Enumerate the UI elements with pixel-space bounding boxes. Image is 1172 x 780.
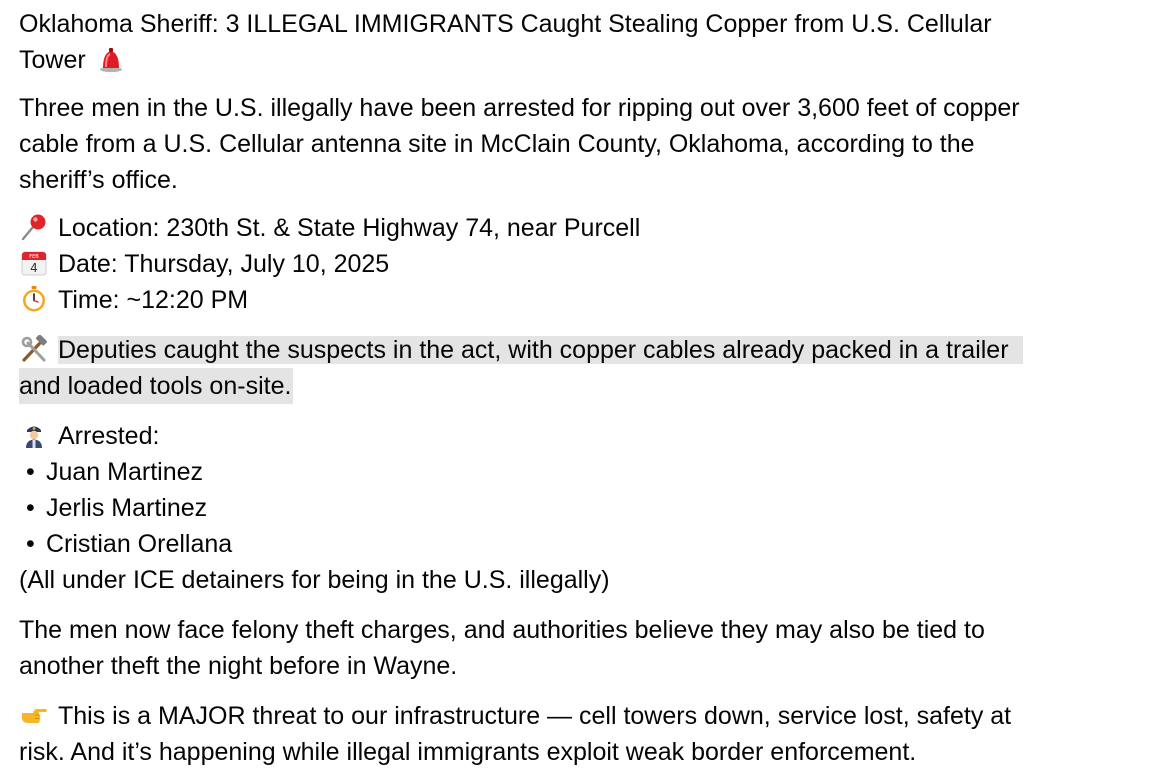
post-title	[19, 6, 1149, 78]
date-row	[19, 246, 1149, 282]
location-text: Location: 230th St. & State Highway 74, near Purcell	[58, 214, 641, 242]
post-title-line-1: Oklahoma Sheriff: 3 ILLEGAL IMMIGRANTS Caught Stealing Copper from U.S. Cellular	[19, 10, 992, 38]
list-item	[19, 490, 1149, 526]
pointing-right-hand-icon	[19, 701, 49, 729]
intro-line-1: Three men in the U.S. illegally have been arrested for ripping out over 3,600 feet of copper	[19, 94, 1020, 122]
arrested-section	[19, 418, 1149, 598]
charges-paragraph	[19, 612, 1149, 684]
post-body	[19, 6, 1149, 770]
threat-line-1: This is a MAJOR threat to our infrastructure — cell towers down, service lost, safety at	[58, 702, 1012, 730]
highlighted-paragraph	[19, 332, 1149, 404]
round-pushpin-icon	[19, 213, 49, 241]
intro-line-2: cable from a U.S. Cellular antenna site in McClain County, Oklahoma, according to the	[19, 130, 975, 158]
date-text: Date: Thursday, July 10, 2025	[58, 250, 390, 278]
charges-line-1: The men now face felony theft charges, and authorities believe they may also be tied to	[19, 616, 985, 644]
stopwatch-icon	[19, 285, 49, 313]
charges-line-2: another theft the night before in Wayne.	[19, 652, 458, 680]
arrested-name: Cristian Orellana	[46, 530, 233, 558]
arrested-name: Juan Martinez	[46, 458, 204, 486]
threat-line-2: risk. And it’s happening while illegal immigrants exploit weak border enforcement.	[19, 738, 917, 766]
police-officer-icon	[19, 421, 49, 449]
intro-line-3: sheriff’s office.	[19, 166, 178, 194]
arrested-heading: Arrested:	[58, 422, 160, 450]
bullet-glyph: •	[26, 458, 35, 486]
svg-text:FEB: FEB	[29, 254, 39, 260]
arrested-note: (All under ICE detainers for being in the U.S. illegally)	[19, 566, 610, 594]
svg-text:4: 4	[30, 261, 38, 275]
arrested-name: Jerlis Martinez	[46, 494, 208, 522]
threat-paragraph	[19, 698, 1149, 770]
highlight-line-2: and loaded tools on-site.	[19, 368, 293, 404]
list-item	[19, 454, 1149, 490]
bullet-glyph: •	[26, 530, 35, 558]
post-intro	[19, 90, 1149, 198]
location-row	[19, 210, 1149, 246]
details-list	[19, 210, 1149, 318]
police-siren-icon	[96, 45, 126, 73]
arrested-heading-row	[19, 418, 1149, 454]
hammer-and-wrench-icon	[19, 335, 49, 363]
highlight-line-1: Deputies caught the suspects in the act, with copper cables already packed in a trailer	[58, 336, 1023, 364]
bullet-glyph: •	[26, 494, 35, 522]
calendar-icon	[19, 249, 49, 277]
post-title-line-2: Tower	[19, 46, 86, 74]
list-item	[19, 526, 1149, 562]
time-text: Time: ~12:20 PM	[58, 286, 249, 314]
time-row	[19, 282, 1149, 318]
